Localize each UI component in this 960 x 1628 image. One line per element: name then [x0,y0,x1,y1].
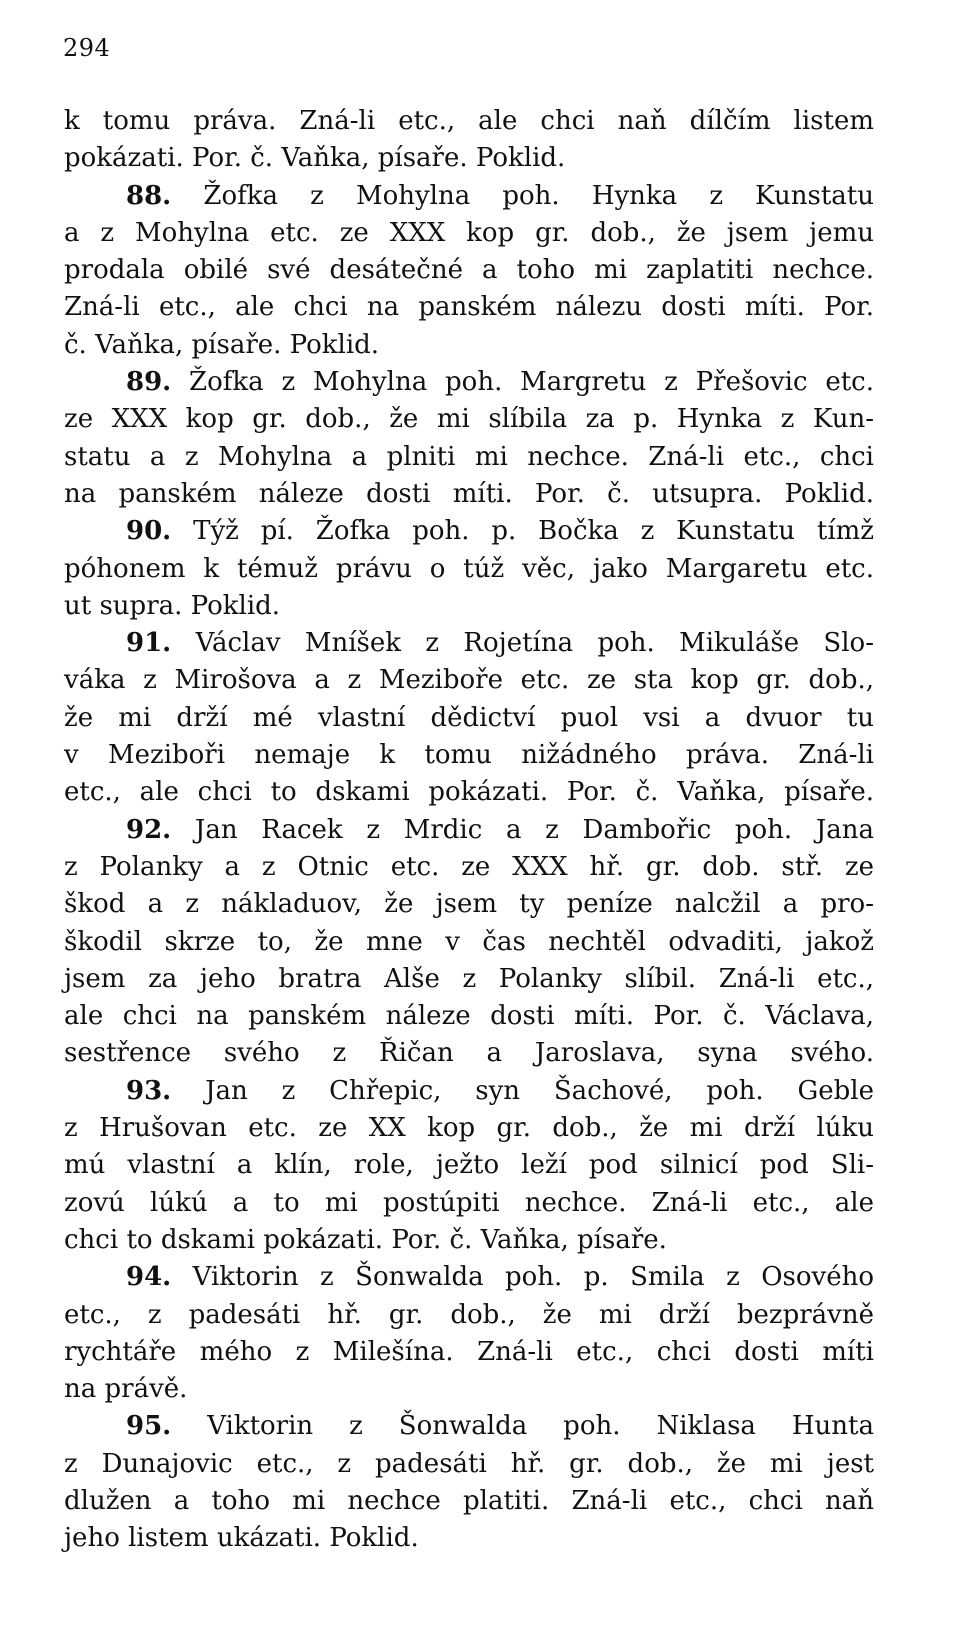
text-line [64,625,874,662]
text-line [64,1446,874,1483]
entry-number: 95. [126,1411,172,1442]
text-line [64,1334,874,1371]
text-line [64,551,874,588]
text-line [64,476,874,513]
text-line [64,103,874,140]
line-text: Viktorin z Šonwalda poh. Niklasa Hunta [171,1411,874,1442]
line-text: č. Vaňka, písaře. Poklid. [64,329,380,360]
line-text: Zná-li etc., ale chci na panském nálezu dosti míti. Por. [64,292,874,323]
text-line [64,401,874,438]
line-text: z Hrušovan etc. ze XX kop gr. dob., že mi drží lúku [64,1113,874,1144]
line-text: Žofka z Mohylna poh. Hynka z Kunstatu [171,180,874,211]
text-line [64,1371,874,1408]
text-line [64,998,874,1035]
line-text: k tomu práva. Zná-li etc., ale chci naň dílčím listem [64,106,874,136]
line-text: dlužen a toho mi nechce platiti. Zná-li etc., chci naň [64,1485,874,1516]
line-text: jsem za jeho bratra Alše z Polanky slíbil. Zná-li etc., [64,963,874,994]
text-line [64,1259,874,1296]
text-line [64,1222,874,1259]
text-line [64,215,874,252]
text-line [64,737,874,774]
line-text: Viktorin z Šonwalda poh. p. Smila z Osového [171,1262,874,1293]
line-text: póhonem k témuž právu o túž věc, jako Margaretu etc. [64,553,874,584]
text-line [64,364,874,401]
text-line [64,289,874,326]
entry-number: 88. [126,180,172,211]
line-text: statu a z Mohylna a plniti mi nechce. Zná-li etc., chci [64,441,874,472]
entry-number: 93. [126,1075,172,1106]
text-line [64,178,874,215]
line-text: na panském náleze dosti míti. Por. č. utsupra. Poklid. [64,478,874,509]
text-line [64,812,874,849]
text-line [64,924,874,961]
text-line [64,1110,874,1147]
line-text: z Dunajovic etc., z padesáti hř. gr. dob., že mi jest [64,1448,874,1479]
text-line [64,1185,874,1222]
line-text: na právě. [64,1374,188,1405]
line-text: že mi drží mé vlastní dědictví puol vsi a dvuor tu [64,702,874,733]
line-text: prodala obilé své desátečné a toho mi zaplatiti nechce. [64,255,874,286]
line-text: a z Mohylna etc. ze XXX kop gr. dob., že jsem jemu [64,217,874,248]
line-text: Týž pí. Žofka poh. p. Bočka z Kunstatu tímž [171,516,874,547]
text-line [64,439,874,476]
line-text: jeho listem ukázati. Poklid. [64,1523,419,1554]
text-line [64,774,874,811]
text-line [64,588,874,625]
text-line [64,252,874,289]
line-text: chci to dskami pokázati. Por. č. Vaňka, písaře. [64,1224,667,1255]
text-line [64,1073,874,1110]
text-line [64,961,874,998]
text-line [64,849,874,886]
text-line [64,140,874,177]
line-text: etc., ale chci to dskami pokázati. Por. č. Vaňka, písaře. [64,777,874,808]
text-line [64,700,874,737]
line-text: zovú lúkú a to mi postúpiti nechce. Zná-li etc., ale [64,1187,874,1218]
text-line [64,1408,874,1445]
text-line [64,1035,874,1072]
line-text: Václav Mníšek z Rojetína poh. Mikuláše Slo- [171,628,874,659]
line-text: z Polanky a z Otnic etc. ze XXX hř. gr. dob. stř. ze [64,851,874,882]
line-text: váka z Mirošova a z Meziboře etc. ze sta kop gr. dob., [64,665,874,696]
line-text: rychtáře mého z Milešína. Zná-li etc., chci dosti míti [64,1336,874,1367]
text-line [64,513,874,550]
line-text: sestřence svého z Řičan a Jaroslava, syna svého. [64,1038,874,1069]
text-line [64,1520,874,1557]
text-line [64,1147,874,1184]
line-text: ut supra. Poklid. [64,590,281,621]
entry-number: 91. [126,628,172,659]
text-line [64,1483,874,1520]
line-text: Jan z Chřepic, syn Šachové, poh. Geble [171,1075,874,1106]
entry-number: 89. [126,367,172,398]
line-text: pokázati. Por. č. Vaňka, písaře. Poklid. [64,143,566,174]
line-text: etc., z padesáti hř. gr. dob., že mi drží bezprávně [64,1299,874,1330]
text-line [64,662,874,699]
entry-number: 92. [126,814,172,845]
text-line [64,886,874,923]
text-line [64,1297,874,1334]
entry-number: 90. [126,516,172,547]
text-line [64,327,874,364]
line-text: škodil skrze to, že mne v čas nechtěl odvaditi, jakož [64,926,874,957]
line-text: škod a z nákladuov, že jsem ty peníze nalcžil a pro- [64,889,874,920]
line-text: ale chci na panském náleze dosti míti. Por. č. Václava, [64,1001,874,1032]
line-text: Jan Racek z Mrdic a z Dambořic poh. Jana [171,814,874,845]
line-text: v Meziboři nemaje k tomu nižádného práva. Zná-li [64,740,874,771]
page-number: 294 [63,34,111,62]
entry-number: 94. [126,1262,172,1293]
document-text [64,103,874,1558]
line-text: ze XXX kop gr. dob., že mi slíbila za p. Hynka z Kun- [64,404,874,435]
line-text: Žofka z Mohylna poh. Margretu z Přešovic etc. [171,367,874,398]
line-text: mú vlastní a klín, role, ježto leží pod silnicí pod Sli- [64,1150,874,1181]
